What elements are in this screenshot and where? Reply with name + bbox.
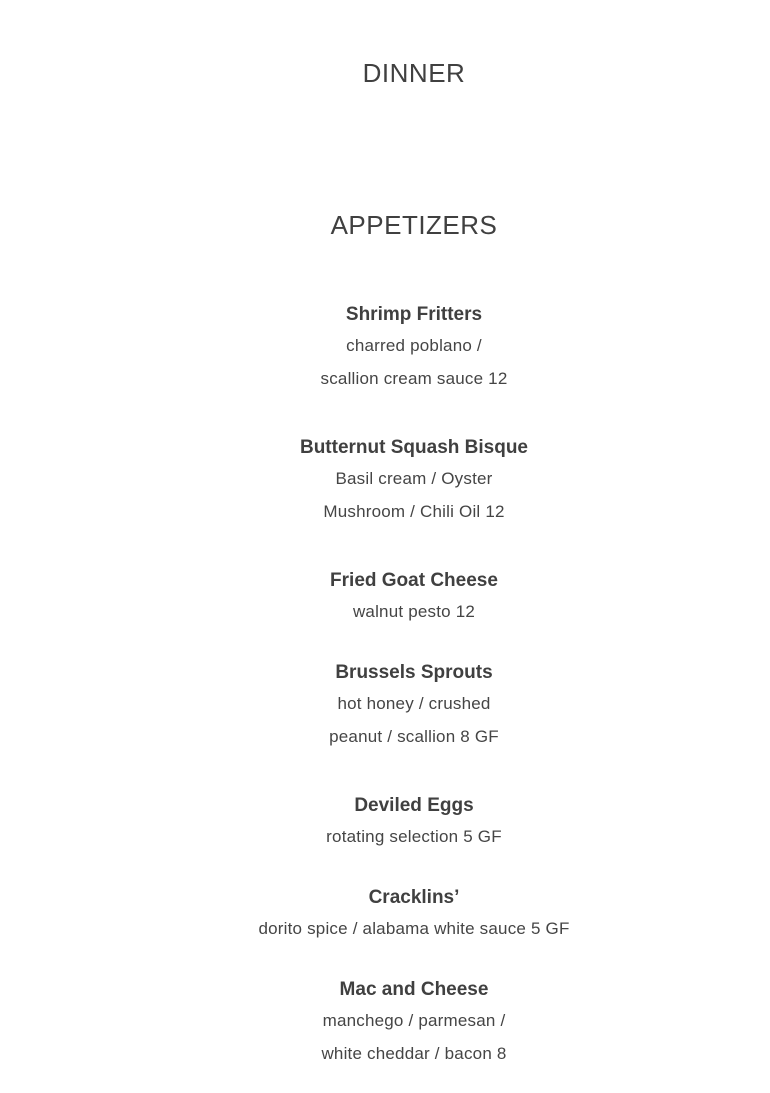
item-name: Shrimp Fritters [345, 304, 483, 325]
item-name: Brussels Sprouts [335, 662, 493, 683]
menu-item [0, 300, 770, 395]
item-description: scallion cream sauce 12 [320, 369, 508, 388]
item-description: hot honey / crushed [337, 694, 491, 713]
item-name: Fried Goat Cheese [330, 570, 498, 591]
item-description: walnut pesto 12 [352, 602, 476, 621]
item-description: manchego / parmesan / [322, 1011, 506, 1030]
menu-item [0, 658, 770, 753]
menu-item [0, 566, 770, 628]
item-description: white cheddar / bacon 8 [321, 1044, 507, 1063]
item-description: rotating selection 5 GF [326, 827, 502, 846]
item-description: Mushroom / Chili Oil 12 [323, 502, 505, 521]
item-description: peanut / scallion 8 GF [329, 727, 499, 746]
item-description: charred poblano / [346, 336, 482, 355]
menu-item [0, 883, 770, 945]
item-description: dorito spice / alabama white sauce 5 GF [258, 919, 570, 938]
section-title: APPETIZERS [330, 210, 498, 240]
item-name: Cracklins’ [368, 887, 460, 908]
item-name: Butternut Squash Bisque [299, 437, 528, 458]
item-description: Basil cream / Oyster [335, 469, 493, 488]
menu-title: DINNER [362, 58, 466, 88]
menu-item [0, 975, 770, 1070]
item-name: Mac and Cheese [339, 979, 489, 1000]
menu-item [0, 791, 770, 853]
item-name: Deviled Eggs [354, 795, 474, 816]
menu-item [0, 433, 770, 528]
